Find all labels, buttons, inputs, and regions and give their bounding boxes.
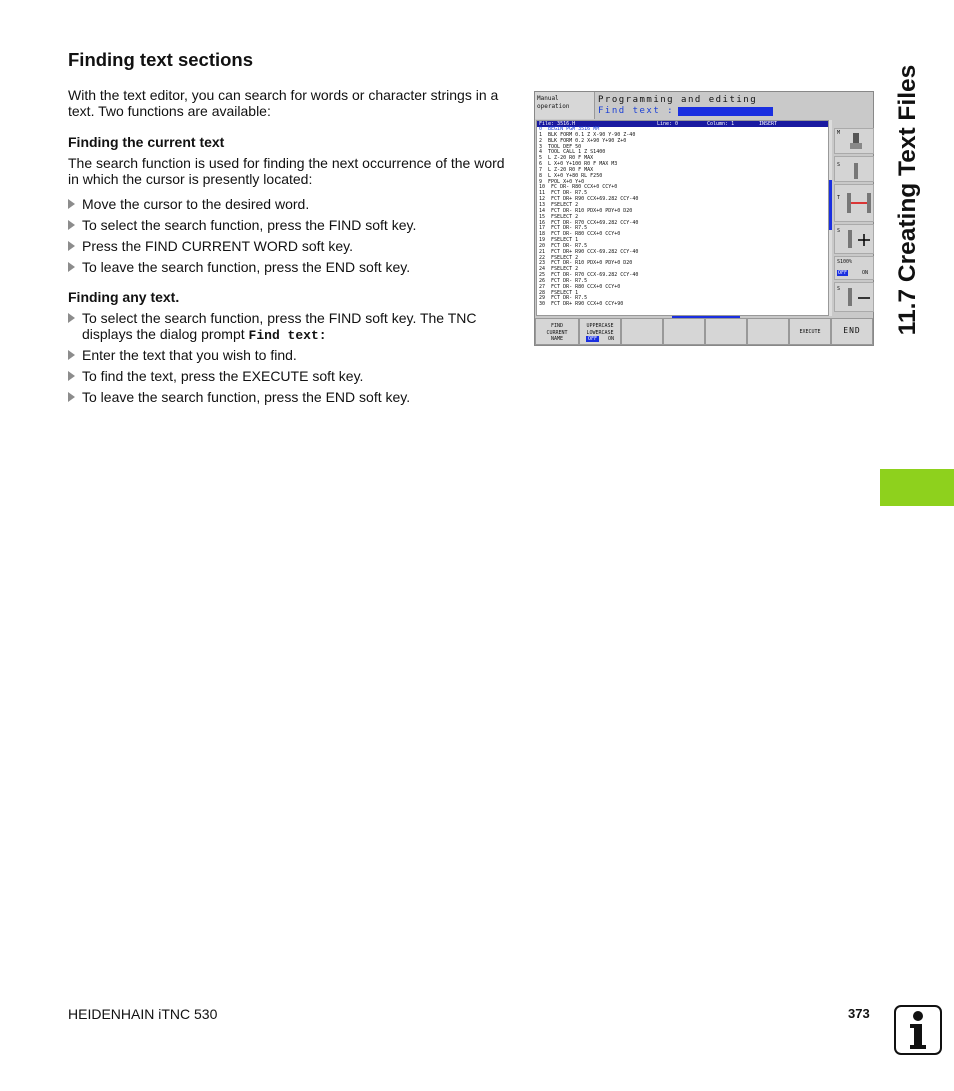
step-item: Move the cursor to the desired word. bbox=[68, 196, 508, 212]
find-current-softkey[interactable]: FIND CURRENT NAME bbox=[535, 318, 579, 345]
chapter-tab bbox=[880, 469, 954, 506]
program-line[interactable]: 23 FCT DR- R10 PDX+0 PDY+0 D20 bbox=[539, 260, 633, 267]
side-m-panel: M bbox=[834, 128, 874, 154]
program-line[interactable]: 24 FSELECT 2 bbox=[539, 266, 579, 273]
empty-softkey[interactable] bbox=[747, 318, 789, 345]
empty-softkey[interactable] bbox=[705, 318, 747, 345]
program-lines bbox=[539, 127, 638, 308]
end-softkey[interactable]: END bbox=[831, 318, 873, 345]
program-line[interactable]: 4 TOOL CALL 1 Z S1400 bbox=[539, 149, 606, 156]
current-heading: Finding the current text bbox=[68, 134, 225, 150]
program-line[interactable]: 21 FCT DR+ R90 CCX-69.282 CCY-40 bbox=[539, 248, 639, 255]
step-item: Press the FIND CURRENT WORD soft key. bbox=[68, 238, 508, 254]
dialog-prompt-code: Find text: bbox=[248, 328, 327, 343]
program-line[interactable]: 9 FPOL X+0 Y+0 bbox=[539, 178, 585, 185]
program-line[interactable]: 6 L X+0 Y+100 R0 F MAX M3 bbox=[539, 161, 618, 168]
program-line[interactable]: 16 FCT DR- R70 CCX+69.282 CCY-40 bbox=[539, 219, 639, 226]
program-line[interactable]: 15 FSELECT 2 bbox=[539, 213, 579, 220]
program-line[interactable]: 19 FSELECT 1 bbox=[539, 237, 579, 244]
empty-softkey[interactable] bbox=[663, 318, 705, 345]
step-arrow-icon bbox=[68, 350, 75, 360]
step-arrow-icon bbox=[68, 392, 75, 402]
program-line[interactable]: 1 BLK FORM 0.1 Z X-90 Y-90 Z-40 bbox=[539, 131, 636, 138]
tool-length-icon bbox=[845, 189, 873, 217]
program-line[interactable]: 26 FCT DR- R7.5 bbox=[539, 277, 588, 284]
program-line[interactable]: 8 L X+0 Y+80 RL F250 bbox=[539, 172, 603, 179]
step-item: Enter the text that you wish to find. bbox=[68, 347, 508, 363]
step-arrow-icon bbox=[68, 262, 75, 272]
any-heading: Finding any text. bbox=[68, 289, 180, 305]
step-arrow-icon bbox=[68, 199, 75, 209]
program-line[interactable]: 29 FCT DR- R7.5 bbox=[539, 295, 588, 302]
side-s-panel: S bbox=[834, 156, 874, 182]
editor-scrollbar[interactable] bbox=[829, 120, 832, 316]
side-t-panel: T bbox=[834, 184, 874, 222]
info-icon bbox=[894, 1005, 942, 1055]
empty-softkey[interactable] bbox=[621, 318, 663, 345]
side-status-panel bbox=[834, 120, 874, 316]
step-item: To find the text, press the EXECUTE soft key. bbox=[68, 368, 508, 384]
footer-product: HEIDENHAIN iTNC 530 bbox=[68, 1006, 218, 1022]
step-item: To select the search function, press the FIND soft key. bbox=[68, 217, 508, 233]
find-text-input[interactable] bbox=[678, 107, 773, 116]
program-line[interactable]: 3 TOOL DEF 50 bbox=[539, 143, 582, 150]
step-item: To leave the search function, press the END soft key. bbox=[68, 389, 508, 405]
step-arrow-icon bbox=[68, 220, 75, 230]
execute-softkey[interactable]: EXECUTE bbox=[789, 318, 831, 345]
program-line[interactable]: 13 FSELECT 2 bbox=[539, 201, 579, 208]
machine-mode-box: Manual operation bbox=[535, 92, 595, 119]
tool-icon bbox=[849, 163, 863, 179]
program-line[interactable]: 22 FSELECT 2 bbox=[539, 254, 579, 261]
program-line[interactable]: 7 L Z-20 R0 F MAX bbox=[539, 166, 594, 173]
text-editor[interactable] bbox=[536, 120, 829, 316]
intro-paragraph: With the text editor, you can search for words or character strings in a text. Two functions are available: bbox=[68, 87, 499, 119]
program-line[interactable]: 0 BEGIN PGM 3516 MM bbox=[539, 126, 600, 132]
step-arrow-icon bbox=[68, 313, 75, 323]
editor-status-bar: File: 3516.H Line: 0 Column: 1 INSERT bbox=[537, 121, 828, 127]
program-line[interactable]: 11 FCT DR- R7.5 bbox=[539, 190, 588, 197]
step-item: To leave the search function, press the END soft key. bbox=[68, 259, 508, 275]
page-number: 373 bbox=[848, 1006, 870, 1021]
plus-icon bbox=[847, 230, 873, 250]
find-text-prompt: Find text : bbox=[598, 106, 675, 116]
side-override-panel: S100% OFF ON bbox=[834, 256, 874, 280]
spindle-icon bbox=[849, 133, 863, 151]
step-arrow-icon bbox=[68, 371, 75, 381]
program-line[interactable]: 20 FCT DR- R7.5 bbox=[539, 242, 588, 249]
program-line[interactable]: 12 FCT DR+ R90 CCX+69.282 CCY-40 bbox=[539, 196, 639, 203]
case-softkey[interactable]: UPPERCASE LOWERCASE OFF ON bbox=[579, 318, 621, 345]
side-s-minus-panel: S bbox=[834, 282, 874, 312]
programming-mode-label: Programming and editing bbox=[598, 95, 758, 105]
softkey-row bbox=[535, 318, 873, 345]
program-line[interactable]: 30 FCT DR+ R90 CCX+0 CCY+90 bbox=[539, 301, 624, 308]
tnc-screenshot bbox=[534, 91, 874, 346]
program-line[interactable]: 18 FCT DR- R80 CCX+0 CCY+0 bbox=[539, 231, 621, 238]
program-line[interactable]: 14 FCT DR- R10 PDX+0 PDY+0 D20 bbox=[539, 207, 633, 214]
side-s-plus-panel: S bbox=[834, 224, 874, 254]
step-arrow-icon bbox=[68, 241, 75, 251]
section-title: Finding text sections bbox=[68, 49, 254, 70]
program-line[interactable]: 17 FCT DR- R7.5 bbox=[539, 225, 588, 232]
program-line[interactable]: 2 BLK FORM 0.2 X+90 Y+90 Z+0 bbox=[539, 137, 627, 144]
scrollbar-thumb[interactable] bbox=[829, 180, 832, 230]
program-line[interactable]: 27 FCT DR- R80 CCX+0 CCY+0 bbox=[539, 283, 621, 290]
minus-icon bbox=[847, 288, 873, 308]
program-line[interactable]: 10 FC DR- R80 CCX+0 CCY+0 bbox=[539, 184, 618, 191]
program-line[interactable]: 28 FSELECT 1 bbox=[539, 289, 579, 296]
step-item: To select the search function, press the FIND soft key. The TNC displays the dialog prompt Find text: bbox=[68, 310, 508, 344]
program-line[interactable]: 25 FCT DR- R70 CCX-69.282 CCY-40 bbox=[539, 272, 639, 279]
current-description: The search function is used for finding the next occurrence of the word in which the cursor is presently located: bbox=[68, 155, 505, 187]
program-line[interactable]: 5 L Z-20 R0 F MAX bbox=[539, 155, 594, 162]
